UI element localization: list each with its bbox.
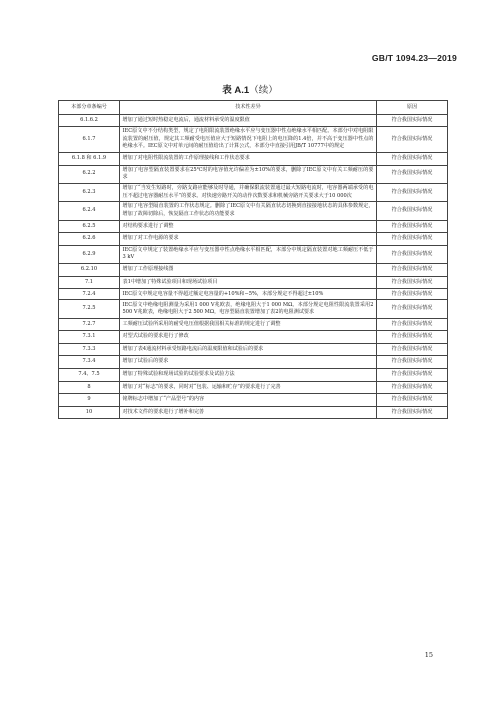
clause-cell: 6.2.2 bbox=[59, 165, 120, 183]
difference-cell: 对结构要求进行了调整 bbox=[120, 220, 377, 233]
reason-cell: 符合我国实际情况 bbox=[377, 183, 448, 201]
reason-cell: 符合我国实际情况 bbox=[377, 114, 448, 127]
reason-cell: 符合我国实际情况 bbox=[377, 276, 448, 289]
table-row bbox=[59, 245, 448, 263]
difference-cell: 增加了对“标志”的要求，同时对“包装、运输和贮存”的要求进行了完善 bbox=[120, 381, 377, 394]
difference-cell: 增加了电容型隔直装置的工作状态规定。删除了IEC原文中有关隔直状态切换到直接接地状态的具体参数规定，增加了故障切除后，恢复隔直工作状态的功能要求 bbox=[120, 202, 377, 220]
clause-cell: 6.1.8 和 6.1.9 bbox=[59, 152, 120, 165]
reason-cell: 符合我国实际情况 bbox=[377, 300, 448, 318]
clause-cell: 7.1 bbox=[59, 276, 120, 289]
table-row bbox=[59, 202, 448, 220]
reason-cell: 符合我国实际情况 bbox=[377, 331, 448, 344]
table-title-continued: （续） bbox=[249, 85, 278, 96]
clause-cell: 7.4、7.5 bbox=[59, 368, 120, 381]
table-row bbox=[59, 331, 448, 344]
difference-cell: 对技术文件的要求进行了增补和完善 bbox=[120, 406, 377, 419]
difference-cell: 增加了电容型隔直装置要求在25℃时的电容值允许偏差为±10%的要求，删除了IEC原文中有关工频耐压的要求 bbox=[120, 165, 377, 183]
table-body bbox=[59, 114, 448, 419]
column-header-difference: 技术性差异 bbox=[120, 101, 377, 115]
reason-cell: 符合我国实际情况 bbox=[377, 245, 448, 263]
page-number: 15 bbox=[424, 651, 433, 659]
difference-cell: 增加了“当发生短路时，旁路支路应能够及时导通，并确保限流装置通过最大短路电流时，电容器两端承受的电压不超过电容器耐压水平”的要求。对快速旁路开关的动作次数要求和机械旁路开关要求大于10 000次 bbox=[120, 183, 377, 201]
reason-cell: 符合我国实际情况 bbox=[377, 165, 448, 183]
clause-cell: 6.1.7 bbox=[59, 127, 120, 153]
clause-cell: 7.3.1 bbox=[59, 331, 120, 344]
difference-cell: 表1中增加了特殊试验项目和现场试验项目 bbox=[120, 276, 377, 289]
reason-cell: 符合我国实际情况 bbox=[377, 233, 448, 246]
difference-cell: IEC原文中规定了装置绝缘水平应与变压器中性点绝缘水平相匹配，本部分中规定隔直装置对地工频耐压不低于3 kV bbox=[120, 245, 377, 263]
clause-cell: 7.3.4 bbox=[59, 356, 120, 369]
reason-cell: 符合我国实际情况 bbox=[377, 394, 448, 407]
reason-cell: 符合我国实际情况 bbox=[377, 152, 448, 165]
table-row bbox=[59, 127, 448, 153]
reason-cell: 符合我国实际情况 bbox=[377, 220, 448, 233]
difference-cell: 增加了工作原理接线图 bbox=[120, 264, 377, 277]
reason-cell: 符合我国实际情况 bbox=[377, 318, 448, 331]
clause-cell: 6.2.5 bbox=[59, 220, 120, 233]
table-row bbox=[59, 276, 448, 289]
clause-cell: 8 bbox=[59, 381, 120, 394]
table-row bbox=[59, 152, 448, 165]
table-row bbox=[59, 394, 448, 407]
difference-cell: IEC原文中不分结构类型，规定了电阻限流装置绝缘水平应与变压器中性点绝缘水平相匹配。本部分中对电阻限流装置的耐压值，规定其工频耐受电压值应大于短路情况下电阻上的电压降的1.4倍，并不高于变压器中性点的绝缘水平。IEC原文中对单元间的耐压值给出了计算公式，本部分中直接引用JB/T 10777中的规定 bbox=[120, 127, 377, 153]
table-row bbox=[59, 233, 448, 246]
clause-cell: 6.2.6 bbox=[59, 233, 120, 246]
difference-cell: IEC原文中绝缘电阻测量为采用1 000 V兆欧表，绝缘电阻大于1 000 MΩ。本部分规定电阻性限流装置采用2 500 V兆欧表，绝缘电阻大于2 500 MΩ，电容型隔直装置增加了表2的电阻测试要求 bbox=[120, 300, 377, 318]
reason-cell: 符合我国实际情况 bbox=[377, 368, 448, 381]
differences-table bbox=[58, 100, 448, 419]
reason-cell: 符合我国实际情况 bbox=[377, 264, 448, 277]
clause-cell: 6.2.3 bbox=[59, 183, 120, 201]
clause-cell: 6.2.4 bbox=[59, 202, 120, 220]
clause-cell: 7.2.5 bbox=[59, 300, 120, 318]
difference-cell: IEC原文中规定电容量不得超过额定电容量的+10%和−5%，本部分规定不得超过±10% bbox=[120, 289, 377, 300]
table-header-row bbox=[59, 101, 448, 115]
column-header-clause: 本部分章条编号 bbox=[59, 101, 120, 115]
reason-cell: 符合我国实际情况 bbox=[377, 289, 448, 300]
clause-cell: 6.2.9 bbox=[59, 245, 120, 263]
clause-cell: 7.2.7 bbox=[59, 318, 120, 331]
clause-cell: 10 bbox=[59, 406, 120, 419]
difference-cell: 增加了通过短时热稳定电流后，通流材料承受的温度限值 bbox=[120, 114, 377, 127]
difference-cell: 增加了表4通流材料承受短路电流后的温度限值和试验后的要求 bbox=[120, 343, 377, 356]
difference-cell: 工频耐压试验所采用的耐受电压值根据我国相关标准的规定进行了调整 bbox=[120, 318, 377, 331]
table-row bbox=[59, 114, 448, 127]
reason-cell: 符合我国实际情况 bbox=[377, 381, 448, 394]
table-row bbox=[59, 220, 448, 233]
table-row bbox=[59, 318, 448, 331]
clause-cell: 6.2.10 bbox=[59, 264, 120, 277]
reason-cell: 符合我国实际情况 bbox=[377, 356, 448, 369]
difference-cell: 增加了试验后的要求 bbox=[120, 356, 377, 369]
column-header-reason: 原因 bbox=[377, 101, 448, 115]
table-row bbox=[59, 300, 448, 318]
reason-cell: 符合我国实际情况 bbox=[377, 202, 448, 220]
reason-cell: 符合我国实际情况 bbox=[377, 406, 448, 419]
table-row bbox=[59, 381, 448, 394]
difference-cell: 对型式试验的要求进行了修改 bbox=[120, 331, 377, 344]
clause-cell: 9 bbox=[59, 394, 120, 407]
table-row bbox=[59, 356, 448, 369]
table-row bbox=[59, 289, 448, 300]
table-row bbox=[59, 165, 448, 183]
table-row bbox=[59, 264, 448, 277]
reason-cell: 符合我国实际情况 bbox=[377, 343, 448, 356]
table-title bbox=[0, 82, 500, 96]
table-row bbox=[59, 368, 448, 381]
clause-cell: 6.1.6.2 bbox=[59, 114, 120, 127]
standard-code: GB/T 1094.23—2019 bbox=[371, 53, 457, 63]
difference-cell: 增加了对工作电源的要求 bbox=[120, 233, 377, 246]
reason-cell: 符合我国实际情况 bbox=[377, 127, 448, 153]
table-row bbox=[59, 406, 448, 419]
clause-cell: 7.2.4 bbox=[59, 289, 120, 300]
table-row bbox=[59, 183, 448, 201]
table-title-label: 表 A.1 bbox=[222, 85, 250, 96]
clause-cell: 7.3.3 bbox=[59, 343, 120, 356]
table-row bbox=[59, 343, 448, 356]
difference-cell: 增加了对电阻性限流装置的工作原理接线和工作状态要求 bbox=[120, 152, 377, 165]
difference-cell: 增加了特殊试验和现场试验的试验要求及试验方法 bbox=[120, 368, 377, 381]
difference-cell: 铭牌标志中增加了“产品型号”的内容 bbox=[120, 394, 377, 407]
